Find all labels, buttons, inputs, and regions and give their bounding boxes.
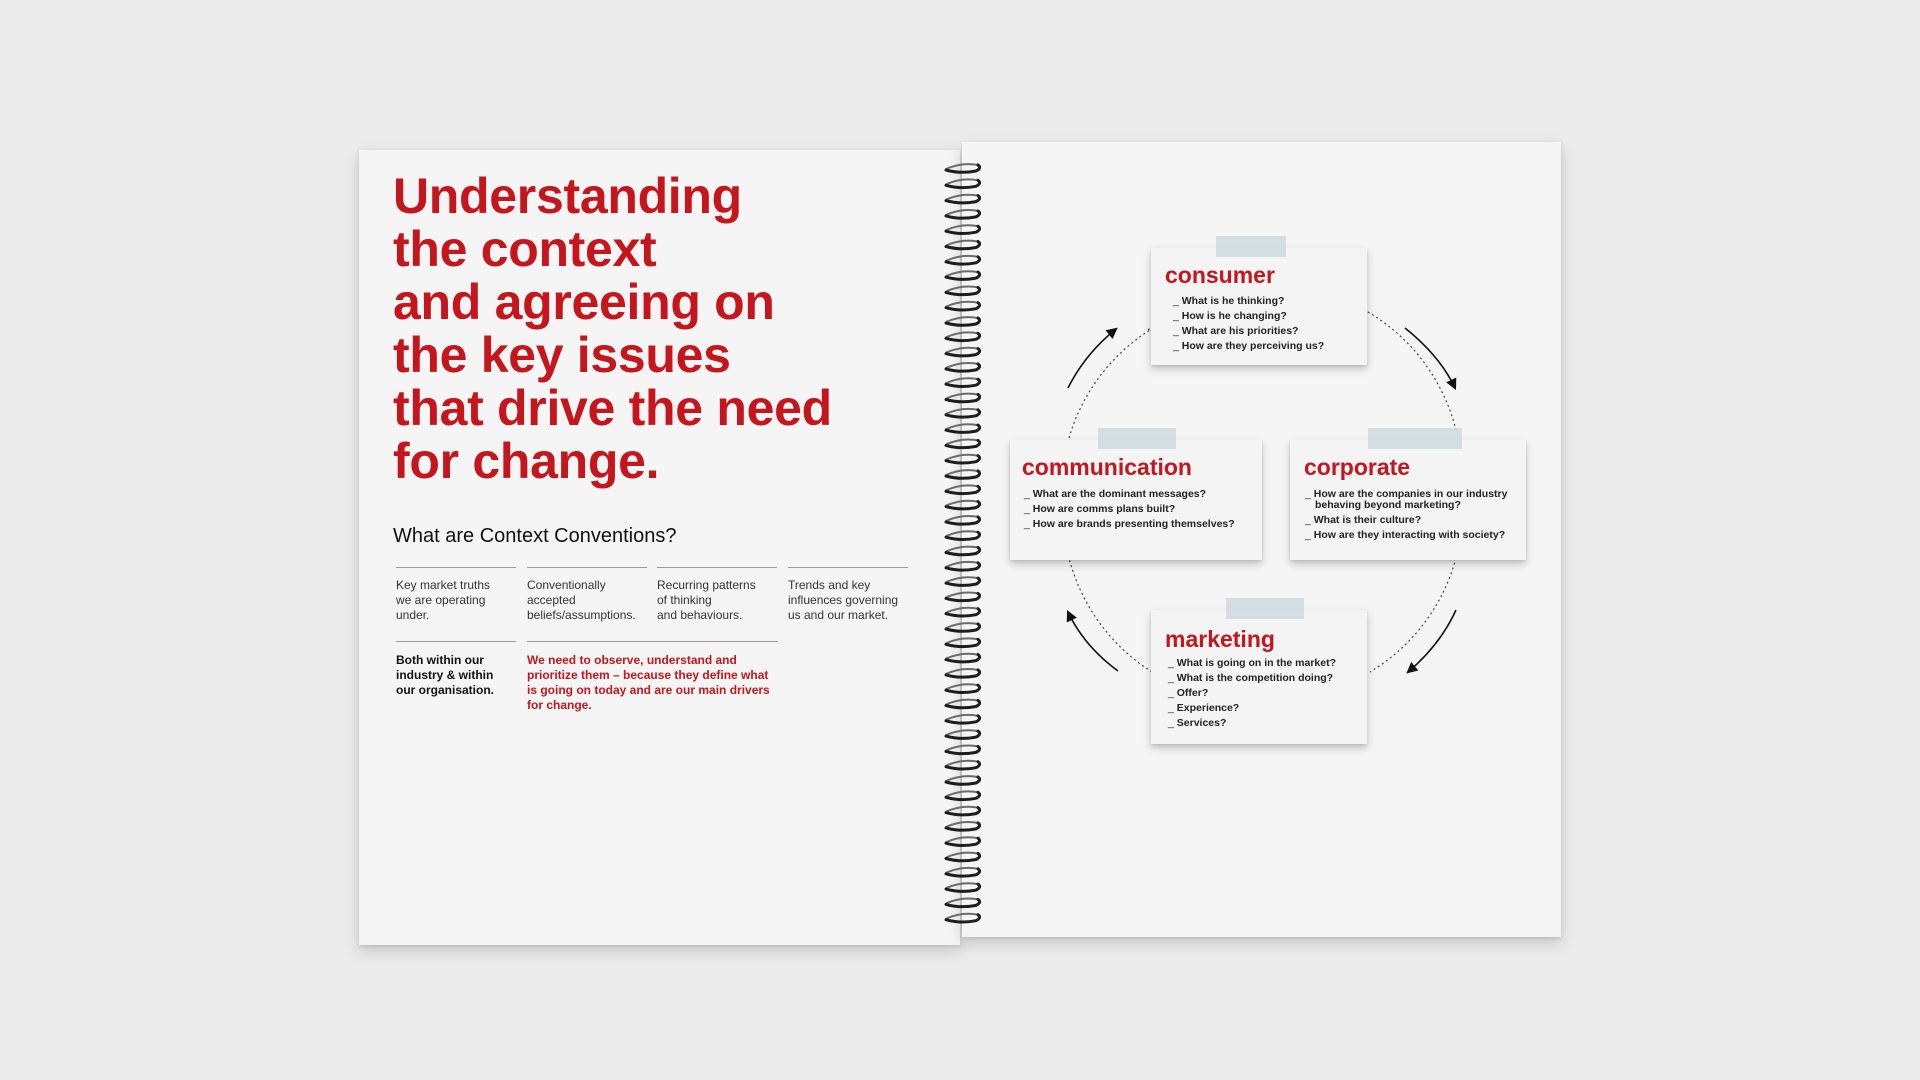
tape-strip xyxy=(1216,236,1286,257)
left-page xyxy=(359,150,960,945)
column-line: influences governing xyxy=(788,593,899,607)
card-title: consumer xyxy=(1165,262,1275,288)
note-line: We need to observe, understand and xyxy=(527,653,737,667)
column-line: of thinking xyxy=(657,593,712,607)
spiral-coil xyxy=(946,210,980,218)
card-communication xyxy=(1010,440,1262,560)
note-line: our organisation. xyxy=(396,683,495,697)
question-item: _ Offer? xyxy=(1168,686,1360,701)
headline-line: and agreeing on xyxy=(393,274,775,330)
spiral-coil xyxy=(946,302,980,310)
card-consumer xyxy=(1151,248,1367,365)
question-item: _ What is the competition doing? xyxy=(1168,671,1360,686)
spiral-coil xyxy=(946,623,980,631)
spiral-coil xyxy=(946,700,980,708)
spiral-coil xyxy=(946,868,980,876)
action-note xyxy=(527,641,778,713)
spiral-coil xyxy=(946,378,980,386)
question-list xyxy=(1305,489,1517,545)
question-item: _ What are the dominant messages? xyxy=(1024,487,1252,502)
question-item: _ Experience? xyxy=(1168,701,1360,716)
question-list xyxy=(1173,294,1358,354)
spiral-coil xyxy=(946,761,980,769)
column-line: and behaviours. xyxy=(657,608,743,622)
spiral-coil xyxy=(946,241,980,249)
scope-note xyxy=(396,641,516,698)
question-item: _ How is he changing? xyxy=(1173,309,1358,324)
headline-line: Understanding xyxy=(393,168,742,224)
tape-strip xyxy=(1368,428,1462,449)
spiral-coil xyxy=(946,317,980,325)
definition-column xyxy=(657,567,777,623)
question-item: _ How are they interacting with society? xyxy=(1305,530,1517,541)
spiral-coil xyxy=(946,914,980,922)
spiral-coil xyxy=(946,256,980,264)
spiral-coil xyxy=(946,837,980,845)
spiral-coil xyxy=(946,332,980,340)
question-list xyxy=(1024,487,1252,532)
spiral-coil xyxy=(946,562,980,570)
spiral-coil xyxy=(946,179,980,187)
card-title: communication xyxy=(1022,454,1192,480)
spiral-coil xyxy=(946,409,980,417)
question-item: _ How are the companies in our industry behaving beyond marketing? xyxy=(1305,489,1517,511)
column-line: us and our market. xyxy=(788,608,889,622)
spiral-coil xyxy=(946,776,980,784)
spiral-binding xyxy=(938,154,986,944)
spiral-coil xyxy=(946,791,980,799)
card-title: corporate xyxy=(1304,454,1411,480)
question-list xyxy=(1168,656,1360,731)
spiral-coil xyxy=(946,531,980,539)
note-line: is going on today and are our main drivers xyxy=(527,683,770,697)
spiral-coil xyxy=(946,822,980,830)
spiral-coil xyxy=(946,608,980,616)
headline-line: for change. xyxy=(393,433,660,489)
question-item: _ How are they perceiving us? xyxy=(1173,339,1358,354)
column-line: Trends and key xyxy=(788,578,871,592)
spiral-coil xyxy=(946,899,980,907)
column-line: Key market truths xyxy=(396,578,491,592)
column-line: accepted xyxy=(527,593,576,607)
section-subheading: What are Context Conventions? xyxy=(393,525,677,547)
spiral-coil xyxy=(946,654,980,662)
spiral-coil xyxy=(946,485,980,493)
spiral-coil xyxy=(946,746,980,754)
definition-column xyxy=(396,567,516,623)
spiral-coil xyxy=(946,440,980,448)
question-item: _ What is he thinking? xyxy=(1173,294,1358,309)
headline-line: that drive the need xyxy=(393,380,832,436)
spiral-coil xyxy=(946,348,980,356)
column-line: we are operating xyxy=(396,593,486,607)
note-line: industry & within xyxy=(396,668,494,682)
page-headline xyxy=(393,170,832,488)
spiral-coil xyxy=(946,547,980,555)
spiral-coil xyxy=(946,638,980,646)
spiral-coil xyxy=(946,195,980,203)
spiral-coil xyxy=(946,715,980,723)
question-item: _ What are his priorities? xyxy=(1173,324,1358,339)
spiral-coil xyxy=(946,501,980,509)
column-line: under. xyxy=(396,608,430,622)
question-item: _ Services? xyxy=(1168,716,1360,731)
spiral-coil xyxy=(946,394,980,402)
spiral-coil xyxy=(946,516,980,524)
definition-column xyxy=(527,567,647,623)
column-line: Conventionally xyxy=(527,578,606,592)
spiral-coil xyxy=(946,271,980,279)
spiral-coil xyxy=(946,287,980,295)
question-item: _ How are comms plans built? xyxy=(1024,502,1252,517)
spiral-coil xyxy=(946,807,980,815)
spiral-coil xyxy=(946,424,980,432)
note-line: prioritize them – because they define what xyxy=(527,668,769,682)
spiral-coil xyxy=(946,669,980,677)
headline-line: the context xyxy=(393,221,657,277)
spiral-coil xyxy=(946,577,980,585)
spiral-coil xyxy=(946,455,980,463)
spiral-coil xyxy=(946,363,980,371)
column-line: Recurring patterns xyxy=(657,578,756,592)
tape-strip xyxy=(1226,598,1304,619)
tape-strip xyxy=(1098,428,1176,449)
spiral-coil xyxy=(946,730,980,738)
spiral-coil xyxy=(946,883,980,891)
spiral-coil xyxy=(946,470,980,478)
question-item: _ What is going on in the market? xyxy=(1168,656,1360,671)
card-marketing xyxy=(1151,610,1367,744)
question-item: _ How are brands presenting themselves? xyxy=(1024,517,1252,532)
spiral-coil xyxy=(946,593,980,601)
spiral-coil xyxy=(946,225,980,233)
definition-column xyxy=(788,567,908,623)
note-line: Both within our xyxy=(396,653,484,667)
headline-line: the key issues xyxy=(393,327,731,383)
note-line: for change. xyxy=(527,698,592,712)
card-title: marketing xyxy=(1165,626,1275,652)
card-corporate xyxy=(1290,440,1526,560)
question-item: _ What is their culture? xyxy=(1305,515,1517,526)
spiral-coil xyxy=(946,164,980,172)
spiral-coil xyxy=(946,853,980,861)
column-line: beliefs/assumptions. xyxy=(527,608,636,622)
spiral-coil xyxy=(946,684,980,692)
